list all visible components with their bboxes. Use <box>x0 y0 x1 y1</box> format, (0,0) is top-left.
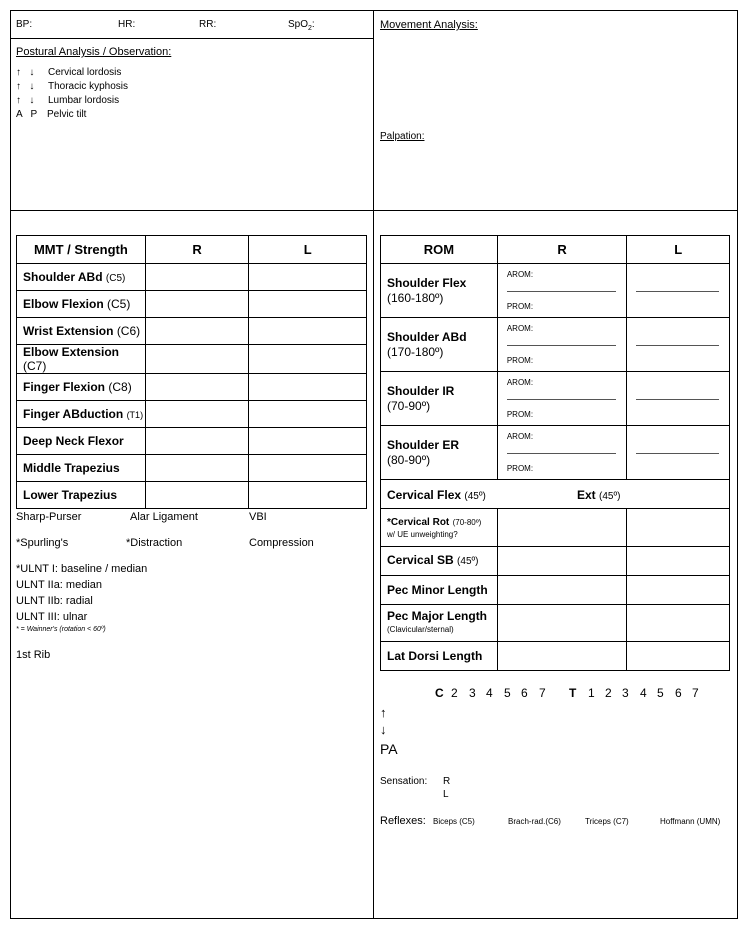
mmt-row-label: Wrist Extension (C6) <box>17 318 146 345</box>
spine-levels <box>435 686 715 704</box>
rom-entry-line <box>507 345 617 346</box>
rom-l-cell[interactable] <box>627 318 730 372</box>
rom-l-cell[interactable] <box>627 605 730 642</box>
rom-r-cell[interactable] <box>497 426 627 480</box>
mmt-r-cell[interactable] <box>145 374 249 401</box>
cervical-label: C <box>435 686 444 700</box>
rom-entry-line <box>507 399 617 400</box>
rom-l-cell[interactable] <box>627 509 730 547</box>
ulnt-3: ULNT III: ulnar <box>16 611 88 623</box>
wainner-footnote: * = Wainner's (rotation < 60º) <box>16 626 106 633</box>
vbi-label: VBI <box>249 511 267 523</box>
rom-header-l: L <box>627 236 730 264</box>
palpation-title: Palpation: <box>380 131 425 142</box>
bp-label: BP: <box>16 19 33 30</box>
spine-level[interactable]: 5 <box>657 686 664 700</box>
rom-l-cell[interactable] <box>627 426 730 480</box>
rom-entry-line <box>636 291 719 292</box>
prom-label: PROM: <box>506 356 534 365</box>
mmt-r-cell[interactable] <box>145 428 249 455</box>
rom-r-cell[interactable] <box>497 509 627 547</box>
mmt-l-cell[interactable] <box>249 264 367 291</box>
ulnt-2b: ULNT IIb: radial <box>16 595 93 607</box>
arom-label: AROM: <box>506 432 534 441</box>
mmt-table <box>16 235 367 509</box>
rom-row-label: Lat Dorsi Length <box>381 642 498 671</box>
first-rib-label: 1st Rib <box>16 649 51 661</box>
thoracic-label: T <box>569 686 577 700</box>
mmt-header: MMT / Strength <box>17 236 146 264</box>
rom-l-cell[interactable] <box>627 642 730 671</box>
rom-entry-line <box>636 453 719 454</box>
alar-ligament-label: Alar Ligament <box>130 511 198 523</box>
spurlings-label: *Spurling's <box>16 537 69 549</box>
sensation-l: L <box>443 789 449 800</box>
spine-level[interactable]: 5 <box>504 686 511 700</box>
rom-header: ROM <box>381 236 498 264</box>
mmt-l-cell[interactable] <box>249 401 367 428</box>
rom-l-cell[interactable] <box>627 547 730 576</box>
spine-level[interactable]: 2 <box>451 686 458 700</box>
prom-label: PROM: <box>506 464 534 473</box>
sensation-r: R <box>443 776 451 787</box>
spine-level[interactable]: 1 <box>588 686 595 700</box>
rom-l-cell[interactable] <box>627 264 730 318</box>
reflex-biceps: Biceps (C5) <box>433 817 475 826</box>
movement-analysis-title: Movement Analysis: <box>380 19 478 31</box>
mmt-r-cell[interactable] <box>145 345 249 374</box>
spine-level[interactable]: 3 <box>622 686 629 700</box>
spine-level[interactable]: 7 <box>539 686 546 700</box>
rom-row-label: Shoulder ER (80-90º) <box>381 426 498 480</box>
mmt-header-r: R <box>145 236 249 264</box>
rom-entry-line <box>507 291 617 292</box>
postural-list <box>16 67 216 123</box>
sensation-label: Sensation: <box>380 776 428 787</box>
cervical-flex-row[interactable] <box>381 480 730 509</box>
rom-entry-line <box>636 399 719 400</box>
rom-r-cell[interactable] <box>497 372 627 426</box>
mmt-r-cell[interactable] <box>145 291 249 318</box>
rom-row-label: Shoulder IR (70-90º) <box>381 372 498 426</box>
rr-label: RR: <box>199 19 217 30</box>
ulnt-2a: ULNT IIa: median <box>16 579 103 591</box>
down-arrow: ↓ <box>380 722 387 737</box>
rom-r-cell[interactable] <box>497 642 627 671</box>
mmt-row-label: Lower Trapezius <box>17 482 146 509</box>
mmt-row-label: Deep Neck Flexor <box>17 428 146 455</box>
rom-row-label: Shoulder ABd (170-180º) <box>381 318 498 372</box>
arom-label: AROM: <box>506 270 534 279</box>
arom-label: AROM: <box>506 378 534 387</box>
rom-header-r: R <box>497 236 627 264</box>
sharp-purser-label: Sharp-Purser <box>16 511 82 523</box>
mmt-row-label: Middle Trapezius <box>17 455 146 482</box>
rom-row-label: Cervical SB (45º) <box>381 547 498 576</box>
outer-border-top <box>10 10 738 11</box>
mmt-row-label: Finger ABduction (T1) <box>17 401 146 428</box>
mmt-row-label: Elbow Extension (C7) <box>17 345 146 374</box>
postural-item: ↑ ↓ Cervical lordosis <box>16 67 122 78</box>
rom-r-cell[interactable] <box>497 576 627 605</box>
spo2-label: SpO$_2$: <box>288 19 315 32</box>
reflex-hoffmann: Hoffmann (UMN) <box>660 817 721 826</box>
pa-label: PA <box>380 741 398 757</box>
prom-label: PROM: <box>506 302 534 311</box>
spine-level[interactable]: 6 <box>521 686 528 700</box>
center-divider <box>373 10 374 919</box>
postural-item: ↑ ↓ Lumbar lordosis <box>16 95 120 106</box>
mmt-r-cell[interactable] <box>145 401 249 428</box>
reflex-triceps: Triceps (C7) <box>585 817 629 826</box>
mmt-l-cell[interactable] <box>249 374 367 401</box>
rom-l-cell[interactable] <box>627 576 730 605</box>
spine-level[interactable]: 4 <box>486 686 493 700</box>
mmt-row-label: Finger Flexion (C8) <box>17 374 146 401</box>
up-arrow: ↑ <box>380 705 387 720</box>
rom-row-label: *Cervical Rot (70-80º) w/ UE unweighting? <box>381 509 498 547</box>
mmt-row-label: Elbow Flexion (C5) <box>17 291 146 318</box>
rom-row-label: Pec Major Length (Clavicular/sternal) <box>381 605 498 642</box>
rom-entry-line <box>507 453 617 454</box>
spine-level[interactable]: 3 <box>469 686 476 700</box>
mmt-l-cell[interactable] <box>249 482 367 509</box>
mmt-r-cell[interactable] <box>145 318 249 345</box>
mmt-l-cell[interactable] <box>249 455 367 482</box>
mmt-header-l: L <box>249 236 367 264</box>
mmt-r-cell[interactable] <box>145 455 249 482</box>
cervical-ext-label: Ext (45º) <box>577 488 621 502</box>
mmt-l-cell[interactable] <box>249 345 367 374</box>
outer-border-bottom <box>10 918 738 919</box>
mmt-l-cell[interactable] <box>249 428 367 455</box>
rom-row-label: Shoulder Flex (160-180º) <box>381 264 498 318</box>
mmt-r-cell[interactable] <box>145 264 249 291</box>
rom-entry-line <box>636 345 719 346</box>
postural-item: ↑ ↓ Thoracic kyphosis <box>16 81 129 92</box>
reflexes-label: Reflexes: <box>380 815 426 827</box>
prom-label: PROM: <box>506 410 534 419</box>
mmt-l-cell[interactable] <box>249 291 367 318</box>
rom-r-cell[interactable] <box>497 605 627 642</box>
arom-label: AROM: <box>506 324 534 333</box>
spine-level[interactable]: 6 <box>675 686 682 700</box>
rom-r-cell[interactable] <box>497 264 627 318</box>
rom-l-cell[interactable] <box>627 372 730 426</box>
postural-title: Postural Analysis / Observation: <box>16 46 172 58</box>
distraction-label: *Distraction <box>126 537 183 549</box>
rom-row-label: Pec Minor Length <box>381 576 498 605</box>
hr-label: HR: <box>118 19 136 30</box>
reflex-brachioradialis: Brach-rad.(C6) <box>508 817 561 826</box>
rom-r-cell[interactable] <box>497 547 627 576</box>
postural-item: A P Pelvic tilt <box>16 109 87 120</box>
ulnt-1: *ULNT I: baseline / median <box>16 563 148 575</box>
cervical-flex-label: Cervical Flex (45º) <box>387 488 486 502</box>
rom-table <box>380 235 730 671</box>
spine-level[interactable]: 2 <box>605 686 612 700</box>
spine-level[interactable]: 7 <box>692 686 699 700</box>
outer-border-right <box>737 10 738 919</box>
mmt-row-label: Shoulder ABd (C5) <box>17 264 146 291</box>
spine-level[interactable]: 4 <box>640 686 647 700</box>
vitals-divider <box>10 38 374 39</box>
compression-label: Compression <box>249 537 314 549</box>
mmt-l-cell[interactable] <box>249 318 367 345</box>
rom-r-cell[interactable] <box>497 318 627 372</box>
mmt-r-cell[interactable] <box>145 482 249 509</box>
top-section-divider <box>10 210 738 211</box>
outer-border-left <box>10 10 11 919</box>
